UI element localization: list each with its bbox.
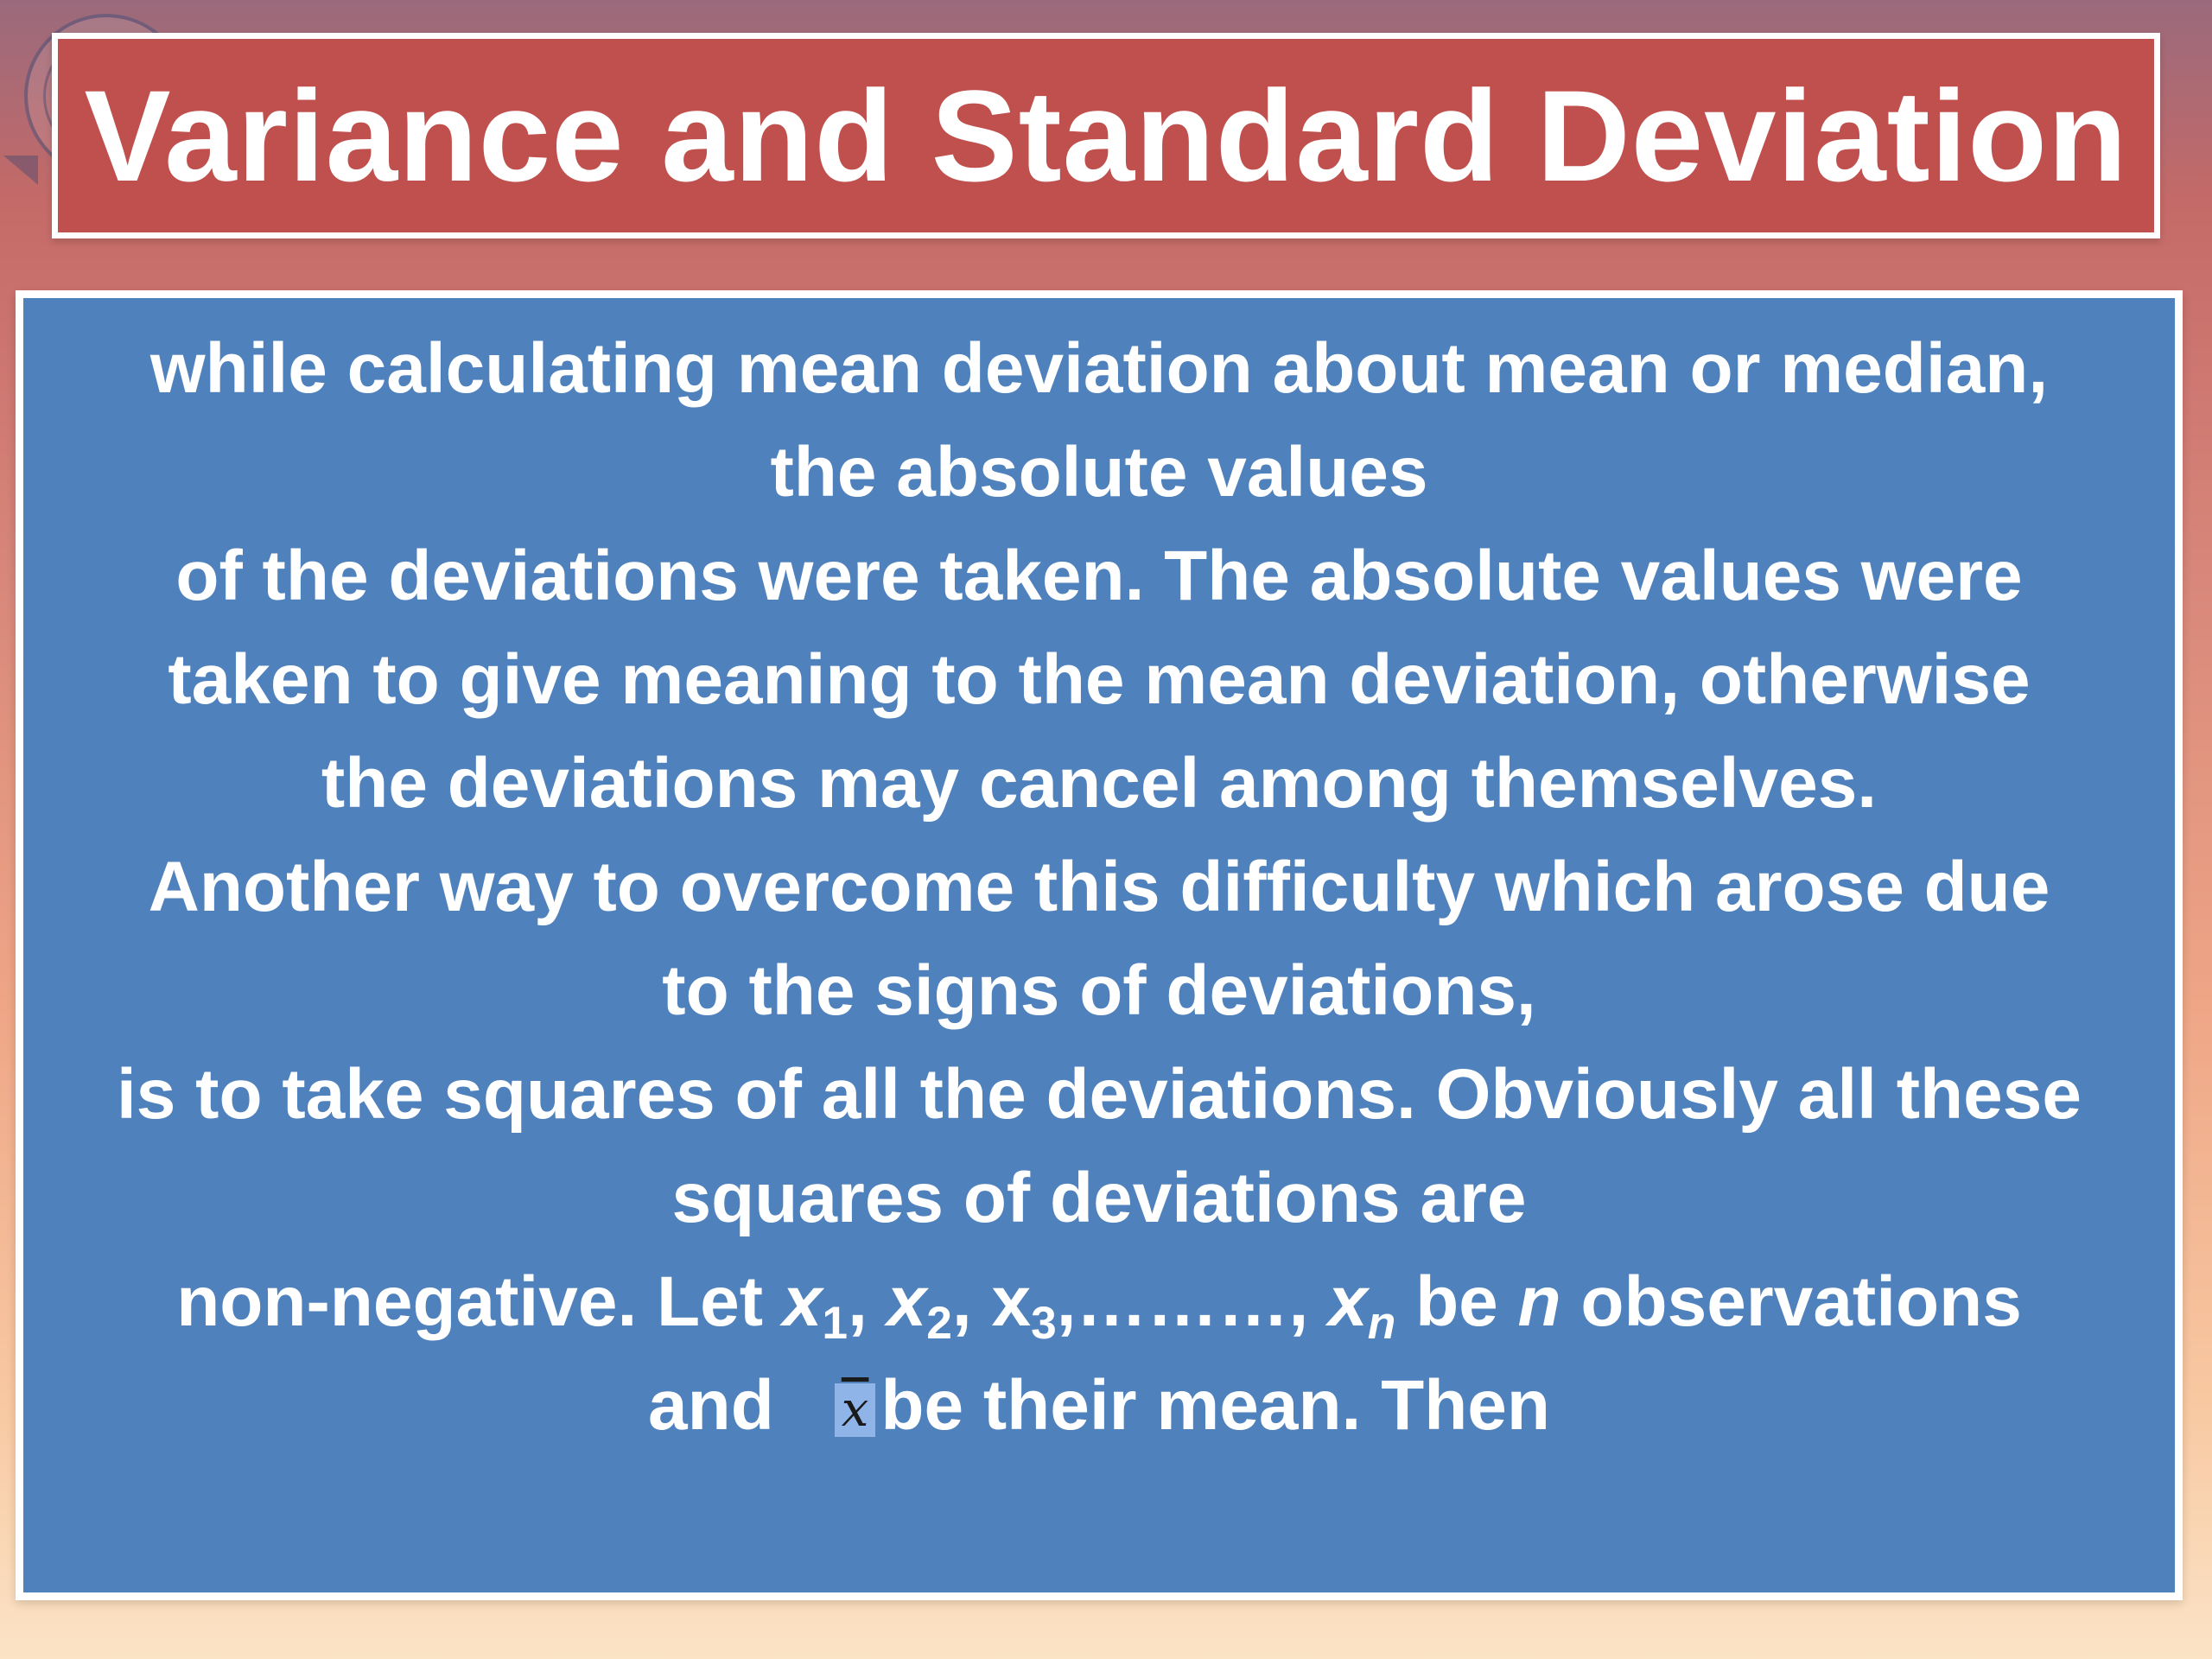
var-xn: x — [1328, 1262, 1368, 1341]
text-line-6: Another way to overcome this difficulty which arose due — [148, 848, 2050, 926]
sub-1: 1 — [822, 1297, 849, 1349]
line10-prefix: non-negative. Let — [176, 1262, 783, 1341]
title-banner — [52, 33, 2160, 238]
sub-n: n — [1367, 1297, 1396, 1349]
text-line-9: squares of deviations are — [671, 1159, 1527, 1237]
ellipsis: ,………, — [1056, 1262, 1329, 1341]
text-line-2: the absolute values — [770, 433, 1428, 512]
word-be: be — [1395, 1262, 1518, 1341]
line10-suffix: observations — [1560, 1262, 2022, 1341]
text-line-11 — [49, 1354, 2149, 1458]
var-x3: x — [991, 1262, 1032, 1341]
var-x2: x — [887, 1262, 927, 1341]
body-paragraph — [49, 317, 2149, 1458]
slide-title: Variance and Standard Deviation — [84, 63, 2128, 208]
comma-1: , — [848, 1262, 887, 1341]
text-line-10 — [49, 1250, 2149, 1354]
content-panel — [16, 290, 2183, 1600]
text-line-5: the deviations may cancel among themselves. — [321, 744, 1878, 823]
text-line-4: taken to give meaning to the mean deviation, otherwise — [168, 640, 2031, 719]
logo-ribbon — [3, 156, 38, 185]
line11-suffix: be their mean. Then — [880, 1366, 1550, 1445]
line11-prefix: and — [648, 1366, 774, 1445]
var-n: n — [1517, 1262, 1561, 1341]
text-line-1: while calculating mean deviation about mean or median, — [149, 329, 2049, 408]
comma-2: , — [951, 1262, 992, 1341]
x-bar-mean-symbol[interactable]: $\overline{x}$ — [835, 1383, 876, 1437]
text-line-3: of the deviations were taken. The absolute values were — [175, 537, 2023, 615]
sub-2: 2 — [926, 1297, 952, 1349]
var-x1: x — [782, 1262, 823, 1341]
text-line-7: to the signs of deviations, — [662, 951, 1536, 1030]
sub-3: 3 — [1031, 1297, 1057, 1349]
text-line-8: is to take squares of all the deviations. Obviously all these — [117, 1055, 2082, 1134]
